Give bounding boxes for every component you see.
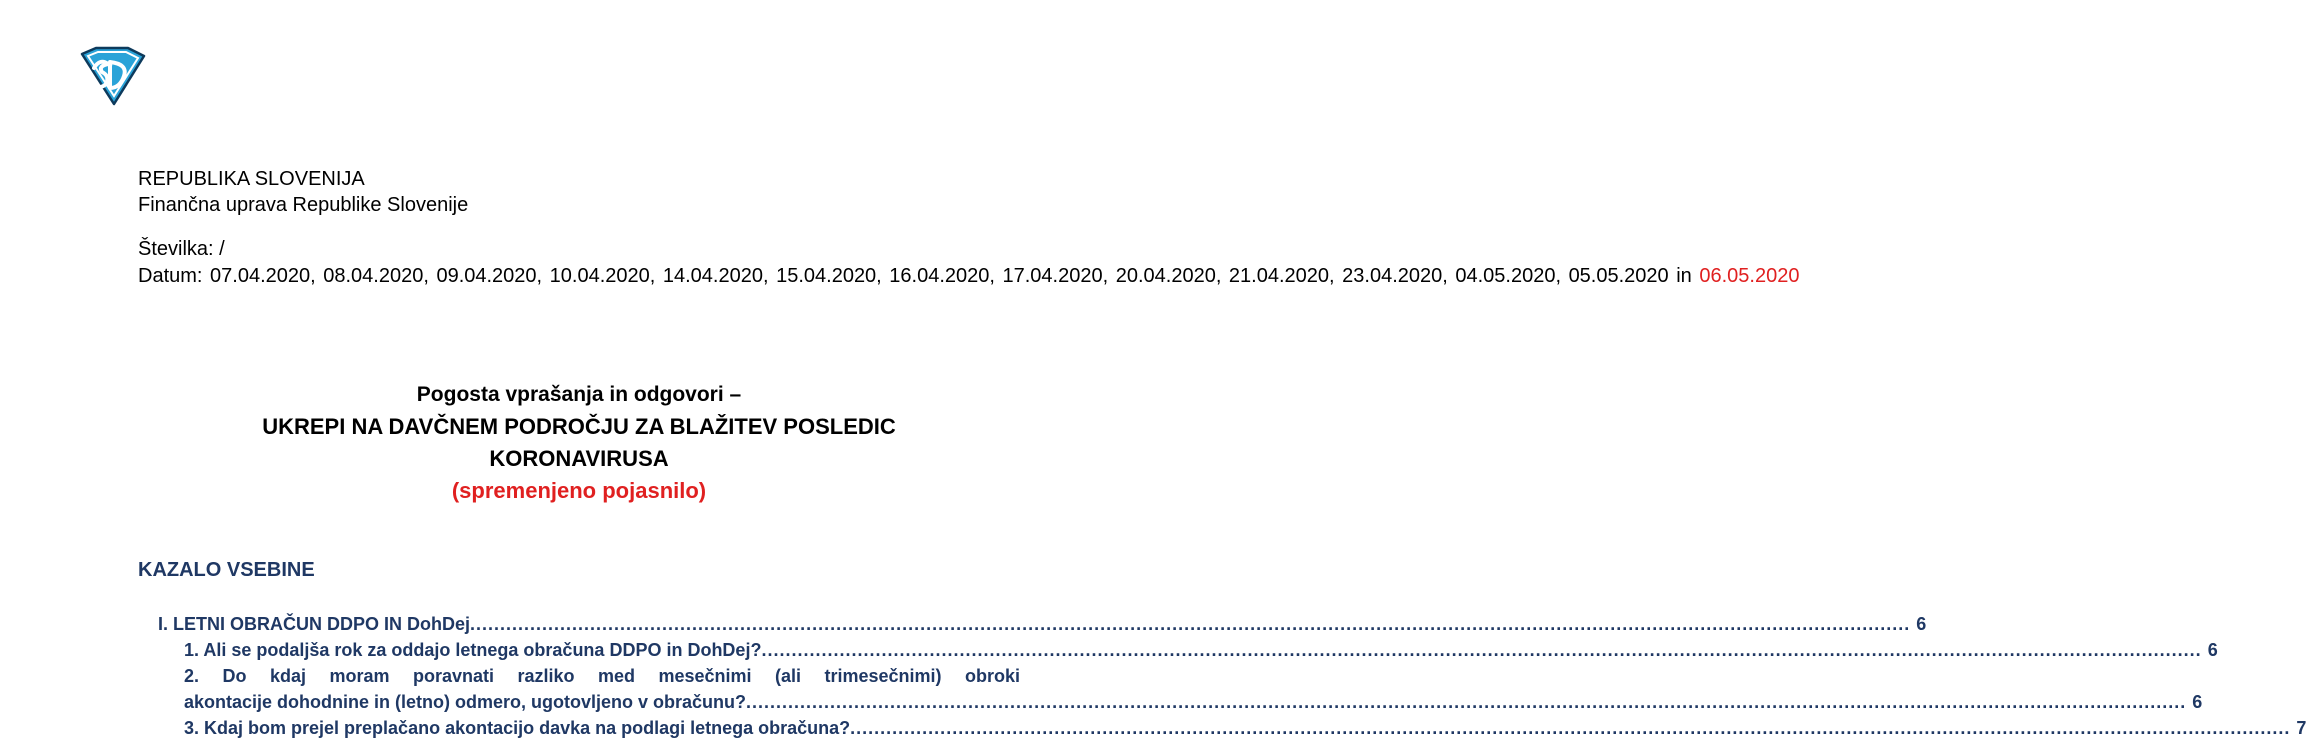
toc-heading: KAZALO VSEBINE xyxy=(138,559,315,581)
agency-name: Finančna uprava Republike Slovenije xyxy=(138,194,469,216)
document-number: Številka: / xyxy=(138,238,225,260)
date-list: 07.04.2020, 08.04.2020, 09.04.2020, 10.04.2020, 14.04.2020, 15.04.2020, 16.04.2020, 17.04.2020, 20.04.2020, 21.04.2020, 23.04.2020, 04.05.2020, 05.05.2020 xyxy=(210,265,1669,287)
republic-name: REPUBLIKA SLOVENIJA xyxy=(138,168,365,190)
title-line-1: Pogosta vprašanja in odgovori – xyxy=(416,383,742,406)
toc-page-number: 7 xyxy=(2296,718,2306,738)
toc-entry-label: 3. Kdaj bom prejel preplačano akontacijo davka na podlagi letnega obračuna? xyxy=(184,718,851,738)
title-note: (spremenjeno pojasnilo) xyxy=(451,478,707,503)
document-title xyxy=(138,379,1020,507)
toc-entry-q1[interactable] xyxy=(158,637,2218,663)
toc-entry-label: I. LETNI OBRAČUN DDPO IN DohDej xyxy=(158,614,471,634)
toc-entry-section-1[interactable] xyxy=(158,611,1927,637)
toc-entry-q3[interactable] xyxy=(158,715,2306,741)
toc-entry-label-line-2: akontacije dohodnine in (letno) odmero, ugotovljeno v obračunu? xyxy=(184,692,747,712)
title-line-3: KORONAVIRUSA xyxy=(489,446,669,471)
toc-leader-dots xyxy=(470,611,1910,637)
date-joiner: in xyxy=(1676,265,1692,287)
document-header xyxy=(138,166,1800,290)
toc-page-number: 6 xyxy=(2192,692,2203,712)
toc-entry-label-line-1: 2. Do kdaj moram poravnati razliko med mesečnimi (ali trimesečnimi) obroki xyxy=(184,666,1020,686)
title-line-2: UKREPI NA DAVČNEM PODROČJU ZA BLAŽITEV POSLEDIC xyxy=(262,414,896,439)
table-of-contents xyxy=(158,611,2306,741)
toc-entry-q2[interactable] xyxy=(158,663,2203,715)
toc-leader-dots xyxy=(850,715,2290,741)
latest-date: 06.05.2020 xyxy=(1699,265,1800,287)
document-dates xyxy=(138,262,1800,290)
toc-leader-dots xyxy=(761,637,2201,663)
toc-leader-dots xyxy=(746,689,2186,715)
toc-entry-label: 1. Ali se podaljša rok za oddajo letnega obračuna DDPO in DohDej? xyxy=(184,640,762,660)
sd-shield-logo-icon xyxy=(76,46,148,106)
date-prefix: Datum: xyxy=(138,265,203,287)
toc-page-number: 6 xyxy=(1916,614,1927,634)
toc-page-number: 6 xyxy=(2207,640,2218,660)
